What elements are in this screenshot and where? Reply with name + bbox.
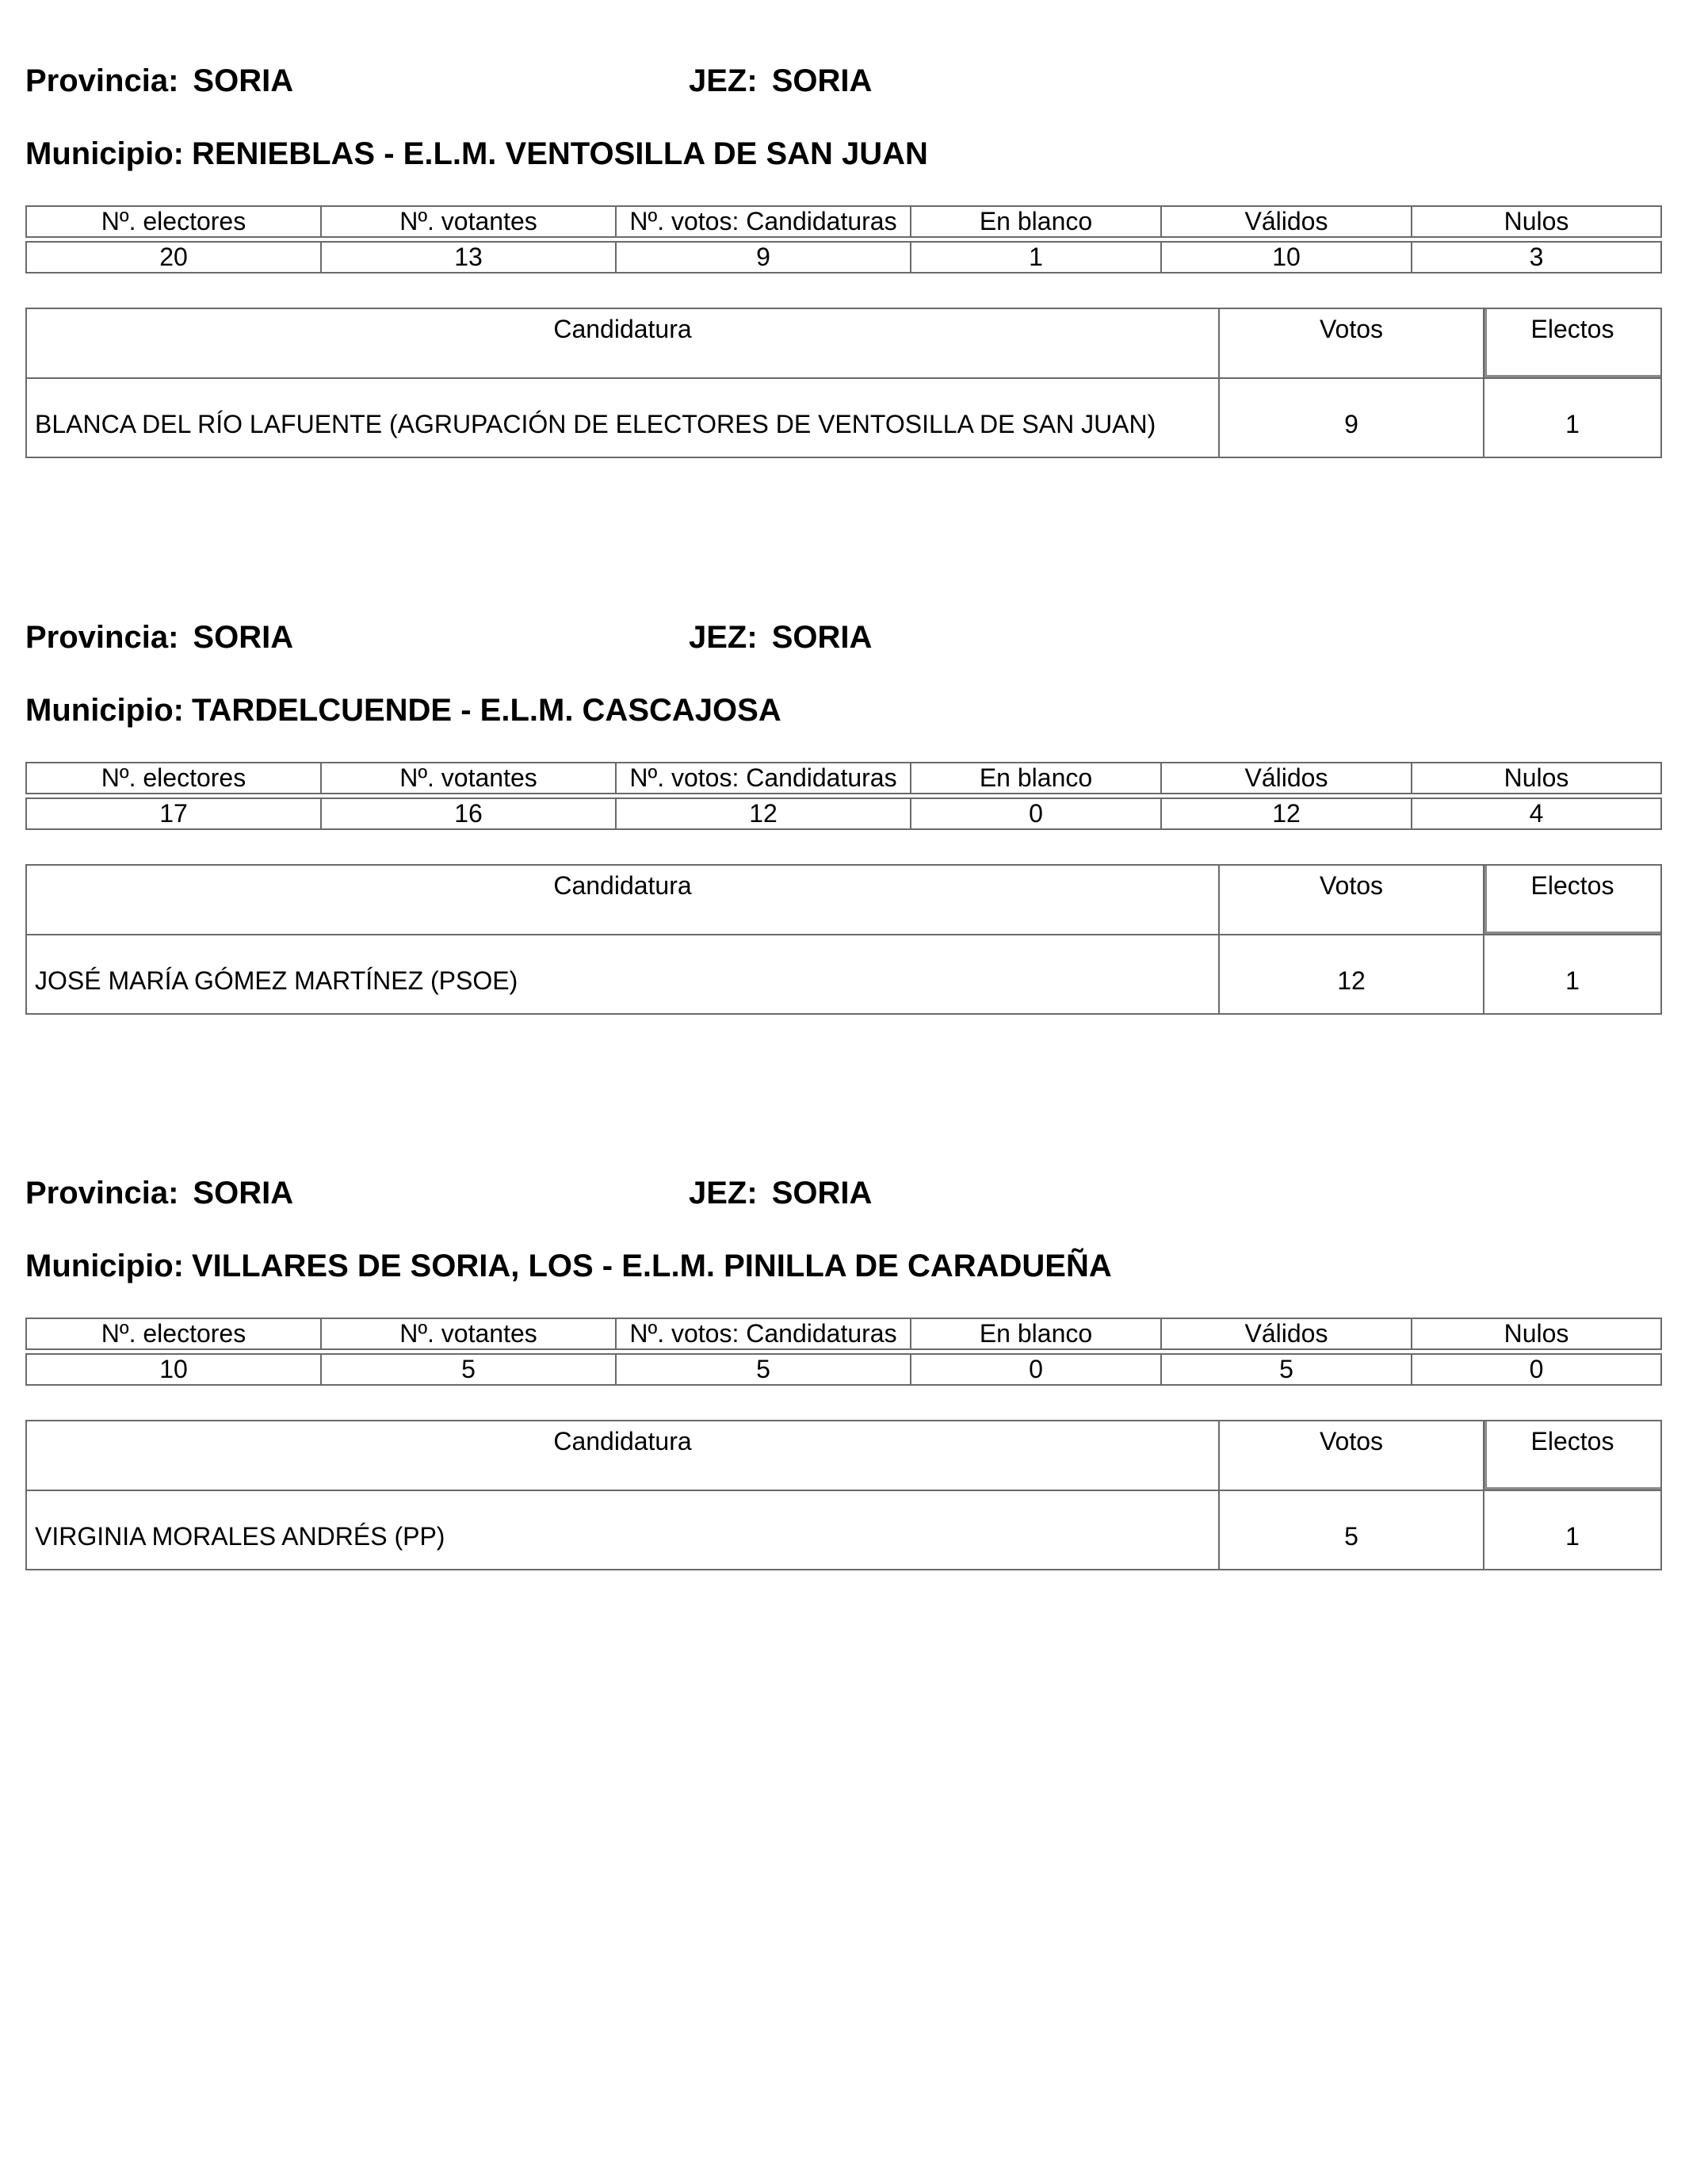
stats-validos: 5 — [1161, 1354, 1412, 1385]
stats-votos-candidaturas: 5 — [616, 1354, 911, 1385]
stats-votos-candidaturas: 9 — [616, 242, 911, 273]
stats-header-votantes: Nº. votantes — [321, 763, 616, 794]
stats-nulos: 0 — [1412, 1354, 1661, 1385]
jez-heading — [689, 1174, 872, 1212]
stats-header-row — [26, 206, 1661, 237]
candidatura-name: JOSÉ MARÍA GÓMEZ MARTÍNEZ (PSOE) — [26, 935, 1219, 1014]
stats-nulos: 3 — [1412, 242, 1661, 273]
municipio-label: Municipio: — [25, 1249, 184, 1283]
provincia-heading — [25, 62, 293, 100]
votos-header: Votos — [1219, 865, 1484, 935]
candidaturas-table — [25, 1420, 1662, 1570]
stats-nulos: 4 — [1412, 798, 1661, 829]
jez-label: JEZ: — [689, 620, 758, 655]
jez-label: JEZ: — [689, 1176, 758, 1211]
candidatura-votos: 12 — [1219, 935, 1484, 1014]
stats-header-nulos: Nulos — [1412, 206, 1661, 237]
stats-header-votantes: Nº. votantes — [321, 206, 616, 237]
candidaturas-header-row — [26, 1421, 1661, 1490]
provincia-value: SORIA — [193, 620, 294, 655]
stats-header-en-blanco: En blanco — [911, 206, 1161, 237]
votos-header: Votos — [1219, 1421, 1484, 1490]
municipio-value: VILLARES DE SORIA, LOS - E.L.M. PINILLA DE CARADUEÑA — [191, 1249, 1112, 1283]
jez-value: SORIA — [771, 63, 873, 98]
stats-header-nulos: Nulos — [1412, 1318, 1661, 1349]
stats-electores: 10 — [26, 1354, 321, 1385]
stats-header-row — [26, 763, 1661, 794]
provincia-value: SORIA — [193, 1176, 294, 1211]
stats-value-row — [26, 242, 1661, 273]
stats-value-row — [26, 1354, 1661, 1385]
stats-table — [25, 762, 1662, 830]
municipio-value: TARDELCUENDE - E.L.M. CASCAJOSA — [191, 693, 781, 728]
jez-label: JEZ: — [689, 63, 758, 98]
candidatura-name: VIRGINIA MORALES ANDRÉS (PP) — [26, 1490, 1219, 1570]
stats-table — [25, 1318, 1662, 1386]
stats-header-row — [26, 1318, 1661, 1349]
provincia-label: Provincia: — [25, 620, 179, 655]
electos-header: Electos — [1484, 1421, 1661, 1490]
provincia-heading — [25, 1174, 293, 1212]
stats-en-blanco: 0 — [911, 1354, 1161, 1385]
candidaturas-header-row — [26, 308, 1661, 378]
stats-header-validos: Válidos — [1161, 763, 1412, 794]
candidatura-row — [26, 1490, 1661, 1570]
jez-value: SORIA — [771, 620, 873, 655]
jez-heading — [689, 62, 872, 100]
stats-en-blanco: 0 — [911, 798, 1161, 829]
stats-votantes: 16 — [321, 798, 616, 829]
municipio-heading — [25, 1247, 1112, 1285]
candidaturas-table — [25, 308, 1662, 458]
stats-votos-candidaturas: 12 — [616, 798, 911, 829]
candidatura-row — [26, 378, 1661, 457]
stats-header-votos-candidaturas: Nº. votos: Candidaturas — [616, 1318, 911, 1349]
candidatura-name: BLANCA DEL RÍO LAFUENTE (AGRUPACIÓN DE ELECTORES DE VENTOSILLA DE SAN JUAN) — [26, 378, 1219, 457]
provincia-label: Provincia: — [25, 1176, 179, 1211]
candidatura-header: Candidatura — [26, 1421, 1219, 1490]
stats-electores: 17 — [26, 798, 321, 829]
stats-header-votos-candidaturas: Nº. votos: Candidaturas — [616, 206, 911, 237]
stats-header-votos-candidaturas: Nº. votos: Candidaturas — [616, 763, 911, 794]
stats-header-votantes: Nº. votantes — [321, 1318, 616, 1349]
municipio-heading — [25, 691, 781, 729]
stats-header-validos: Válidos — [1161, 1318, 1412, 1349]
jez-heading — [689, 618, 872, 656]
stats-votantes: 13 — [321, 242, 616, 273]
candidatura-electos: 1 — [1484, 378, 1661, 457]
candidaturas-header-row — [26, 865, 1661, 935]
candidatura-row — [26, 935, 1661, 1014]
provincia-heading — [25, 618, 293, 656]
electos-header: Electos — [1484, 865, 1661, 935]
stats-en-blanco: 1 — [911, 242, 1161, 273]
stats-validos: 12 — [1161, 798, 1412, 829]
stats-header-electores: Nº. electores — [26, 206, 321, 237]
municipio-label: Municipio: — [25, 693, 184, 728]
jez-value: SORIA — [771, 1176, 873, 1211]
stats-header-en-blanco: En blanco — [911, 763, 1161, 794]
stats-header-validos: Válidos — [1161, 206, 1412, 237]
candidatura-votos: 5 — [1219, 1490, 1484, 1570]
candidatura-electos: 1 — [1484, 935, 1661, 1014]
stats-header-electores: Nº. electores — [26, 1318, 321, 1349]
provincia-label: Provincia: — [25, 63, 179, 98]
municipio-heading — [25, 135, 928, 173]
stats-votantes: 5 — [321, 1354, 616, 1385]
stats-electores: 20 — [26, 242, 321, 273]
candidatura-electos: 1 — [1484, 1490, 1661, 1570]
candidatura-header: Candidatura — [26, 865, 1219, 935]
municipio-label: Municipio: — [25, 136, 184, 171]
municipio-value: RENIEBLAS - E.L.M. VENTOSILLA DE SAN JUAN — [191, 136, 928, 171]
candidatura-votos: 9 — [1219, 378, 1484, 457]
electos-header: Electos — [1484, 308, 1661, 378]
votos-header: Votos — [1219, 308, 1484, 378]
stats-value-row — [26, 798, 1661, 829]
stats-header-nulos: Nulos — [1412, 763, 1661, 794]
candidatura-header: Candidatura — [26, 308, 1219, 378]
stats-header-electores: Nº. electores — [26, 763, 321, 794]
candidaturas-table — [25, 864, 1662, 1015]
stats-header-en-blanco: En blanco — [911, 1318, 1161, 1349]
stats-table — [25, 205, 1662, 273]
provincia-value: SORIA — [193, 63, 294, 98]
stats-validos: 10 — [1161, 242, 1412, 273]
